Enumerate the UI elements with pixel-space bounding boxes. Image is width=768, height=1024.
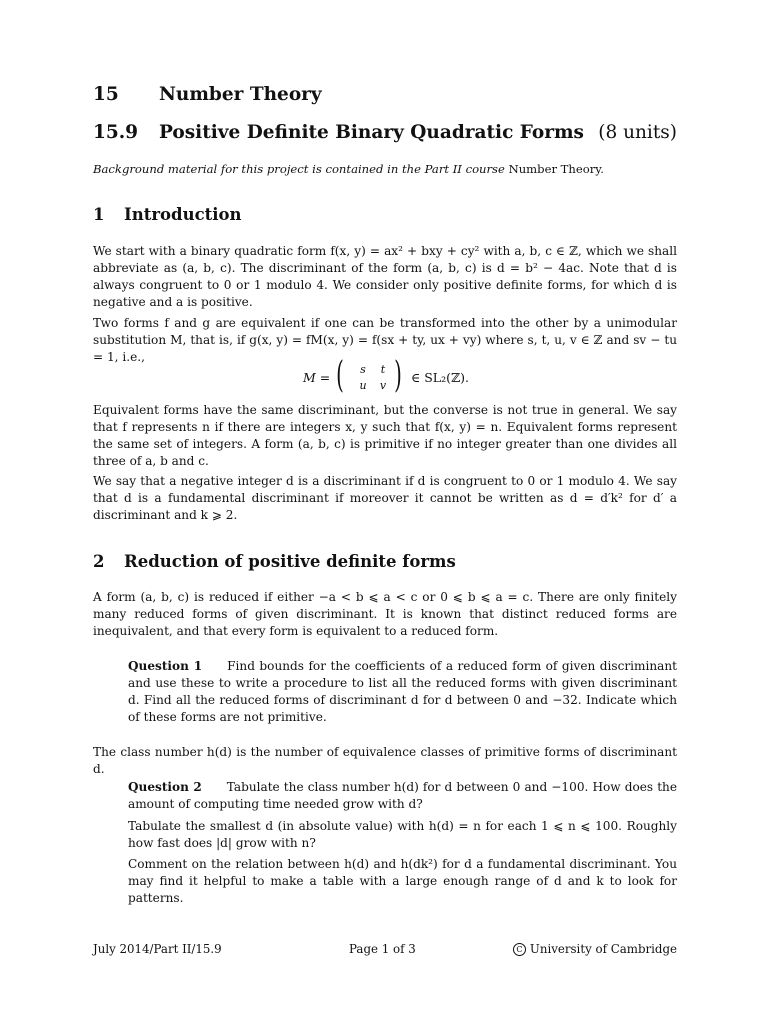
section-heading-reduction: 2 Reduction of positive definite forms: [93, 552, 456, 571]
reduction-paragraph-1: A form (a, b, c) is reduced if either −a < b ⩽ a < c or 0 ⩽ b ⩽ a = c. There are only finitely many reduced forms of given discriminant. It is known that distinct reduced forms are inequivalent, and that every form is equivalent to a reduced form.: [93, 590, 677, 639]
footer-page-number: Page 1 of 3: [349, 942, 416, 956]
footer-copyright: C University of Cambridge: [513, 942, 677, 956]
chapter-number: 15: [93, 84, 119, 105]
section-heading-introduction: 1 Introduction: [93, 205, 242, 224]
background-note: Background material for this project is contained in the Part II course Number Theory.: [93, 162, 604, 176]
question-2-label: Question 2: [128, 780, 202, 794]
question-2: [128, 779, 677, 813]
project-units: (8 units): [598, 122, 677, 143]
question-1: [128, 658, 677, 726]
background-course: Number Theory: [508, 162, 601, 176]
right-paren-icon: ): [394, 355, 402, 396]
copyright-icon: C: [513, 943, 526, 956]
question-1-label: Question 1: [128, 659, 203, 673]
matrix-equation: [93, 355, 677, 396]
intro-paragraph-2: Two forms f and g are equivalent if one can be transformed into the other by a unimodular substitution M, that is, if g(x, y) = fM(x, y) = f(sx + ty, ux + vy) where s, t, u, v ∈ ℤ and sv − tu = 1, i.e.,: [93, 316, 677, 365]
intro-paragraph-3: Equivalent forms have the same discriminant, but the converse is not true in general. We say that f represents n if there are integers x, y such that f(x, y) = n. Equivalent forms represent the same set of integers. A form (a, b, c) is primitive if no integer greater than one divides all three of a, b and c.: [93, 403, 677, 469]
question-1-text: Find bounds for the coefficients of a reduced form of given discriminant and use these to write a procedure to list all the reduced forms with given discriminant d. Find all the reduced forms of discriminant d for d between 0 and −32. Indicate which of these forms are not primitive.: [128, 659, 677, 725]
project-number: 15.9: [93, 122, 139, 143]
intro-paragraph-4: We say that a negative integer d is a discriminant if d is congruent to 0 or 1 modulo 4. We say that d is a fundamental discriminant if moreover it cannot be written as d = d′k² for d′ a discriminant and k ⩾ 2.: [93, 474, 677, 523]
matrix-lhs: M =: [303, 370, 331, 385]
matrix-cells: s t u v: [359, 363, 387, 392]
footer-date: July 2014/Part II/15.9: [93, 942, 222, 956]
chapter-title: Number Theory: [159, 84, 322, 105]
project-title: Positive Definite Binary Quadratic Forms: [159, 122, 584, 143]
question-2-part-2: Tabulate the smallest d (in absolute value) with h(d) = n for each 1 ⩽ n ⩽ 100. Roughly how fast does |d| grow with n?: [128, 819, 677, 851]
question-2-text-1: Tabulate the class number h(d) for d between 0 and −100. How does the amount of computing time needed grow with d?: [128, 780, 678, 812]
question-2-part-3: Comment on the relation between h(d) and h(dk²) for d a fundamental discriminant. You may find it helpful to make a table with a large enough range of d and k to look for patterns.: [128, 857, 677, 906]
chapter-heading: [93, 84, 322, 105]
project-heading: [93, 122, 584, 143]
intro-paragraph-1: We start with a binary quadratic form f(x, y) = ax² + bxy + cy² with a, b, c ∈ ℤ, which we shall abbreviate as (a, b, c). The discriminant of the form (a, b, c) is d = b² − 4ac. Note that d is always congruent to 0 or 1 modulo 4. We consider only positive definite forms, for which d is negative and a is positive.: [93, 244, 677, 310]
reduction-paragraph-2: The class number h(d) is the number of equivalence classes of primitive forms of discriminant d.: [93, 745, 677, 777]
page-footer: [93, 942, 677, 960]
left-paren-icon: (: [336, 355, 344, 396]
matrix-rhs: ∈ SL₂(ℤ).: [411, 370, 469, 385]
